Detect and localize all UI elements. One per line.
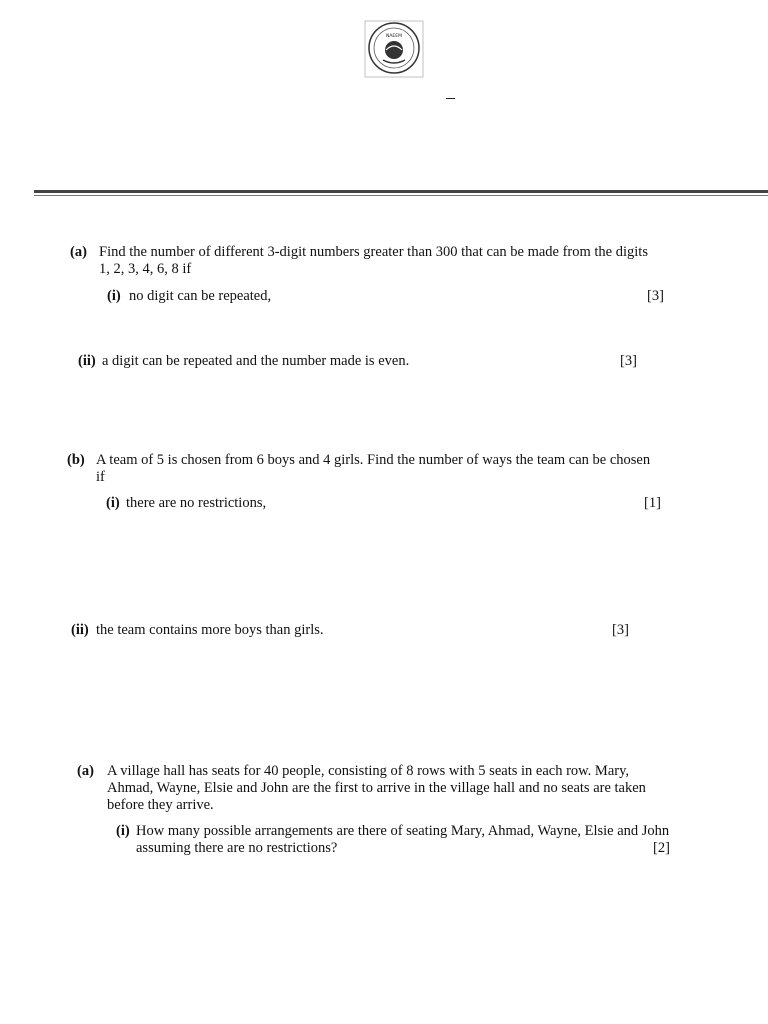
school-seal-icon bbox=[364, 20, 424, 78]
header-rule-thin bbox=[34, 195, 768, 196]
q2a-line3: before they arrive. bbox=[107, 797, 214, 813]
q2a-i-line1: How many possible arrangements are there of seating Mary, Ahmad, Wayne, Elsie and John bbox=[136, 823, 670, 839]
q2a-label: (a) bbox=[77, 763, 94, 779]
q1a-i-marks: [3] bbox=[647, 288, 664, 304]
q1a-ii-label: (ii) bbox=[78, 353, 96, 369]
q1b-label: (b) bbox=[67, 452, 85, 468]
q1a-ii-text: a digit can be repeated and the number made is even. bbox=[102, 353, 410, 369]
q1b-ii-label: (ii) bbox=[71, 622, 89, 638]
q1b-i-text: there are no restrictions, bbox=[126, 495, 267, 511]
q1b-line2: if bbox=[96, 469, 105, 485]
q1b-i-label: (i) bbox=[106, 495, 120, 511]
header-dash bbox=[446, 98, 455, 99]
q1a-i-label: (i) bbox=[107, 288, 121, 304]
q2a-line2: Ahmad, Wayne, Elsie and John are the first to arrive in the village hall and no seats are taken bbox=[107, 780, 646, 796]
svg-text:NAEEM: NAEEM bbox=[385, 34, 403, 39]
q1b-ii-text: the team contains more boys than girls. bbox=[96, 622, 324, 638]
q1a-line2: 1, 2, 3, 4, 6, 8 if bbox=[99, 261, 192, 277]
q2a-i-line2: assuming there are no restrictions? bbox=[136, 840, 338, 856]
header-rule-thick bbox=[34, 190, 768, 193]
q1b-i-marks: [1] bbox=[644, 495, 661, 511]
q1b-ii-marks: [3] bbox=[612, 622, 629, 638]
q2a-i-label: (i) bbox=[116, 823, 130, 839]
school-logo bbox=[364, 20, 424, 78]
q2a-line1: A village hall has seats for 40 people, consisting of 8 rows with 5 seats in each row. Mary, bbox=[107, 763, 630, 779]
q1b-line1: A team of 5 is chosen from 6 boys and 4 girls. Find the number of ways the team can be chosen bbox=[96, 452, 651, 468]
q1a-i-text: no digit can be repeated, bbox=[129, 288, 272, 304]
q2a-i-marks: [2] bbox=[653, 840, 670, 856]
q1a-line1: Find the number of different 3-digit numbers greater than 300 that can be made from the digits bbox=[99, 244, 648, 260]
q1a-ii-marks: [3] bbox=[620, 353, 637, 369]
q1a-label: (a) bbox=[70, 244, 87, 260]
